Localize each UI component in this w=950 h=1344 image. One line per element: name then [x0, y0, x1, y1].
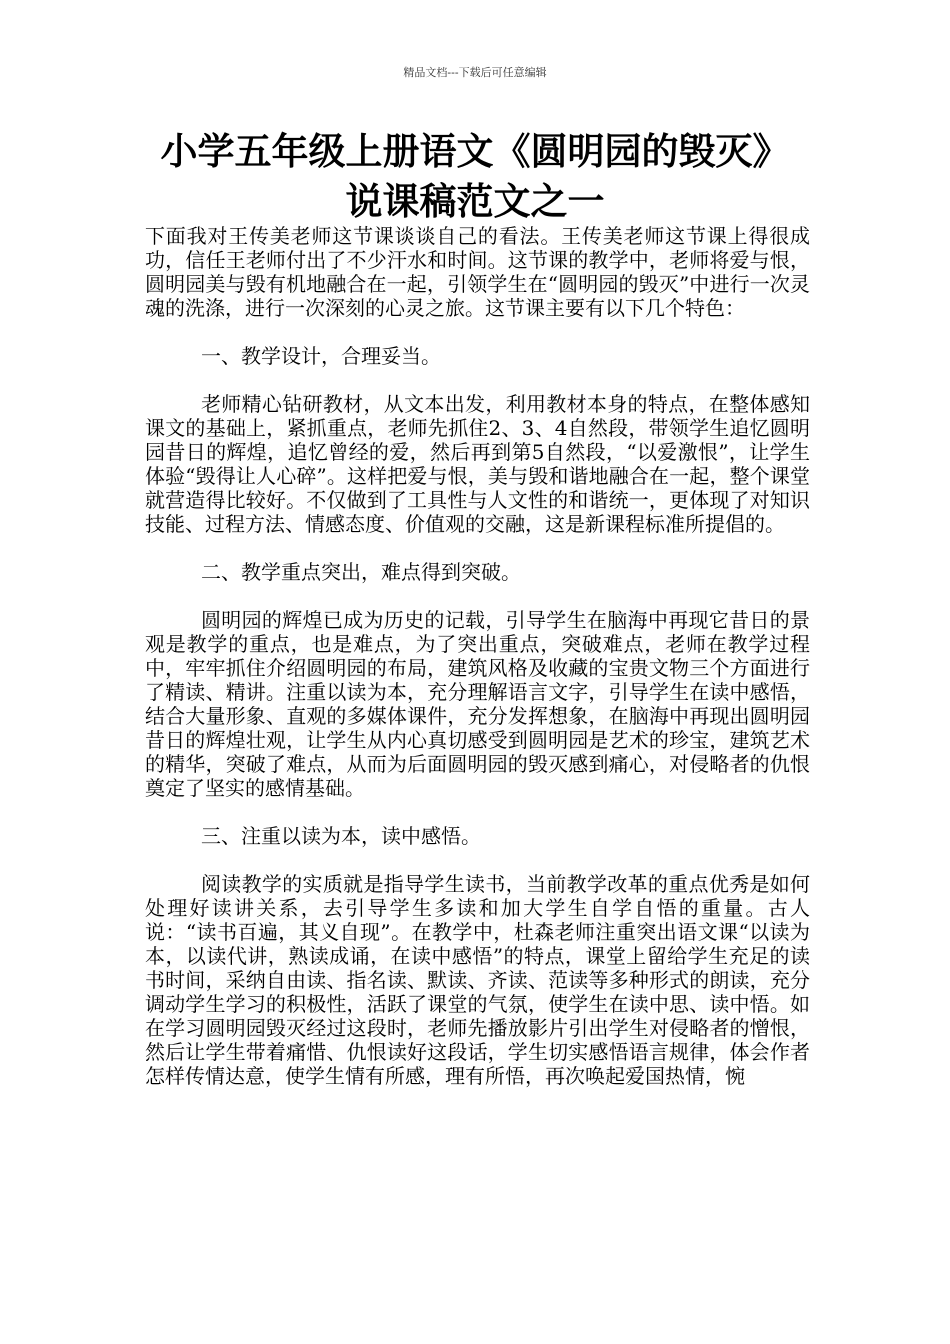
intro-paragraph: 下面我对王传美老师这节课谈谈自己的看法。王传美老师这节课上得很成功，信任王老师付出了不少汗水和时间。这节课的教学中，老师将爱与恨，圆明园美与毁有机地融合在一起，引领学生在“圆明园的毁灭”中进行一次灵魂的洗涤，进行一次深刻的心灵之旅。这节课主要有以下几个特色：: [145, 224, 810, 320]
page-header-watermark: 精品文档---下载后可任意编辑: [403, 66, 547, 79]
section-heading-2: 二、教学重点突出，难点得到突破。: [201, 560, 521, 584]
document-title: [100, 127, 850, 227]
document-body: [145, 224, 810, 1088]
title-line-1: 小学五年级上册语文《圆明园的毁灭》: [160, 130, 790, 173]
section-1-paragraph: 老师精心钻研教材，从文本出发，利用教材本身的特点，在整体感知课文的基础上，紧抓重点，老师先抓住2、3、4自然段，带领学生追忆圆明园昔日的辉煌，追忆曾经的爱，然后再到第5自然段，“以爱激恨”，让学生体验“毁得让人心碎”。这样把爱与恨，美与毁和谐地融合在一起，整个课堂就营造得比较好。不仅做到了工具性与人文性的和谐统一，更体现了对知识技能、过程方法、情感态度、价值观的交融，这是新课程标准所提倡的。: [145, 392, 810, 536]
section-heading-1: 一、教学设计，合理妥当。: [201, 344, 441, 368]
title-line-2: 说课稿范文之一: [345, 180, 605, 223]
section-2-paragraph: 圆明园的辉煌已成为历史的记载，引导学生在脑海中再现它昔日的景观是教学的重点，也是难点，为了突出重点，突破难点，老师在教学过程中，牢牢抓住介绍圆明园的布局，建筑风格及收藏的宝贵文物三个方面进行了精读、精讲。注重以读为本，充分理解语言文字，引导学生在读中感悟，结合大量形象、直观的多媒体课件，充分发挥想象，在脑海中再现出圆明园昔日的辉煌壮观，让学生从内心真切感受到圆明园是艺术的珍宝，建筑艺术的精华，突破了难点，从而为后面圆明园的毁灭感到痛心，对侵略者的仇恨奠定了坚实的感情基础。: [145, 608, 810, 800]
section-heading-3: 三、注重以读为本，读中感悟。: [201, 824, 481, 848]
section-3-paragraph: 阅读教学的实质就是指导学生读书，当前教学改革的重点优秀是如何处理好读讲关系，去引导学生多读和加大学生自学自悟的重量。古人说：“读书百遍，其义自现”。在教学中，杜森老师注重突出语文课“以读为本，以读代讲，熟读成诵，在读中感悟”的特点，课堂上留给学生充足的读书时间，采纳自由读、指名读、默读、齐读、范读等多种形式的朗读，充分调动学生学习的积极性，活跃了课堂的气氛，使学生在读中思、读中悟。如在学习圆明园毁灭经过这段时，老师先播放影片引出学生对侵略者的憎恨，然后让学生带着痛惜、仇恨读好这段话，学生切实感悟语言规律，体会作者怎样传情达意，使学生情有所感，理有所悟，再次唤起爱国热情，惋: [145, 872, 810, 1088]
